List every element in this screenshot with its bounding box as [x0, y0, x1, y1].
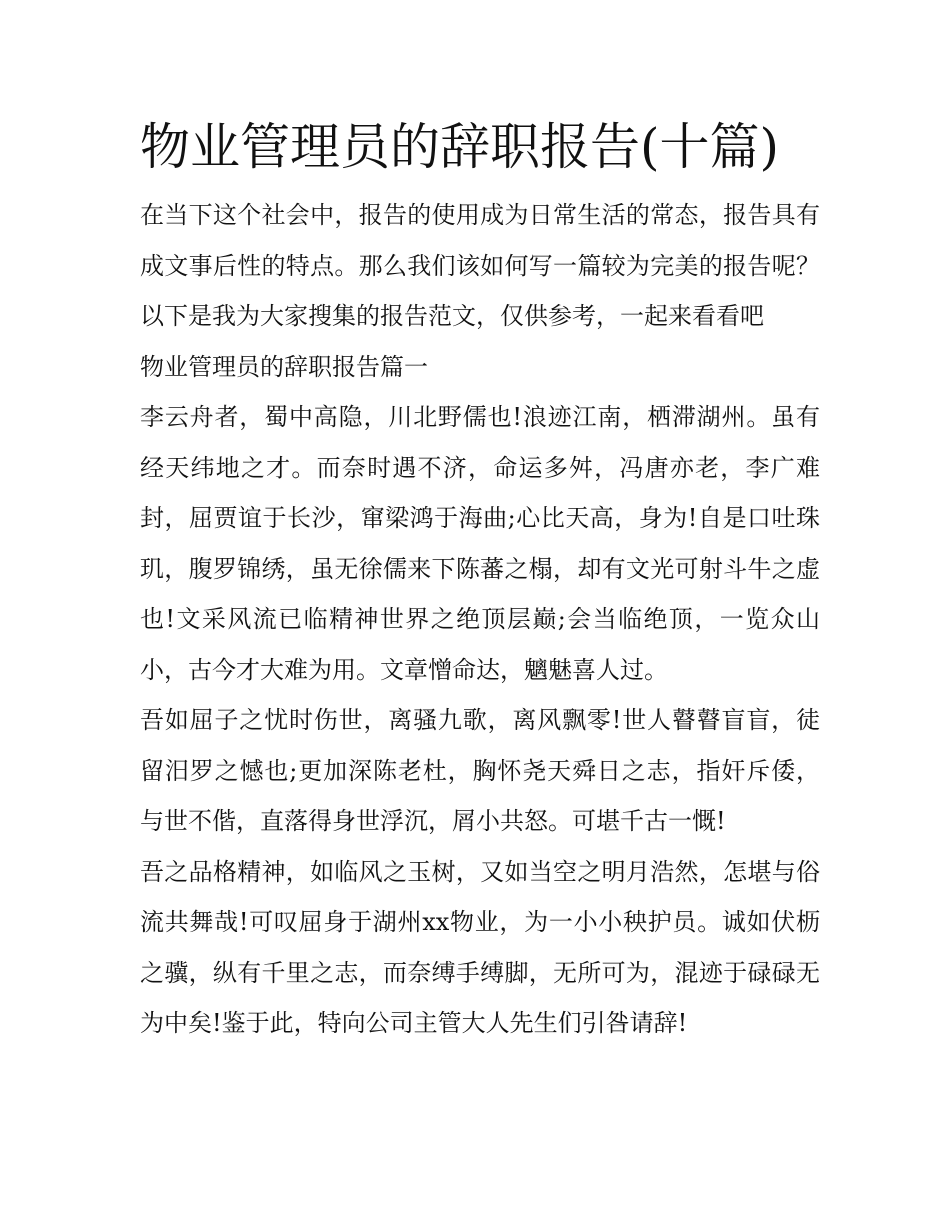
document-title: 物业管理员的辞职报告(十篇)	[140, 118, 780, 176]
document-body	[140, 110, 820, 1049]
body-paragraph-1: 李云舟者，蜀中高隐，川北野儒也!浪迹江南，栖滞湖州。虽有经天纬地之才。而奈时遇不济，命运多舛，冯唐亦老，李广难封，屈贾谊于长沙，窜梁鸿于海曲;心比天高，身为!自是口吐珠玑，腹罗锦绣，虽无徐儒来下陈蕃之榻，却有文光可射斗牛之虚也!文采风流已临精神世界之绝顶层巅;会当临绝顶，一览众山小，古今才大难为用。文章憎命达，魑魅喜人过。	[140, 403, 820, 684]
section-heading: 物业管理员的辞职报告篇一	[140, 352, 428, 381]
intro-paragraph: 在当下这个社会中，报告的使用成为日常生活的常态，报告具有成文事后性的特点。那么我们该如何写一篇较为完美的报告呢？以下是我为大家搜集的报告范文，仅供参考，一起来看看吧	[140, 201, 820, 330]
body-paragraph-3: 吾之品格精神，如临风之玉树，又如当空之明月浩然，怎堪与俗流共舞哉!可叹屈身于湖州xx物业，为一小小秧护员。诚如伏枥之骥，纵有千里之志，而奈缚手缚脚，无所可为，混迹于碌碌无为中矣!鉴于此，特向公司主管大人先生们引咎请辞!	[140, 857, 820, 1037]
body-paragraph-2: 吾如屈子之忧时伤世，离骚九歌，离风飘零!世人瞽瞽盲盲，徒留汨罗之憾也;更加深陈老杜，胸怀尧天舜日之志，指奸斥倭，与世不偕，直落得身世浮沉，屑小共怒。可堪千古一慨!	[140, 706, 820, 835]
